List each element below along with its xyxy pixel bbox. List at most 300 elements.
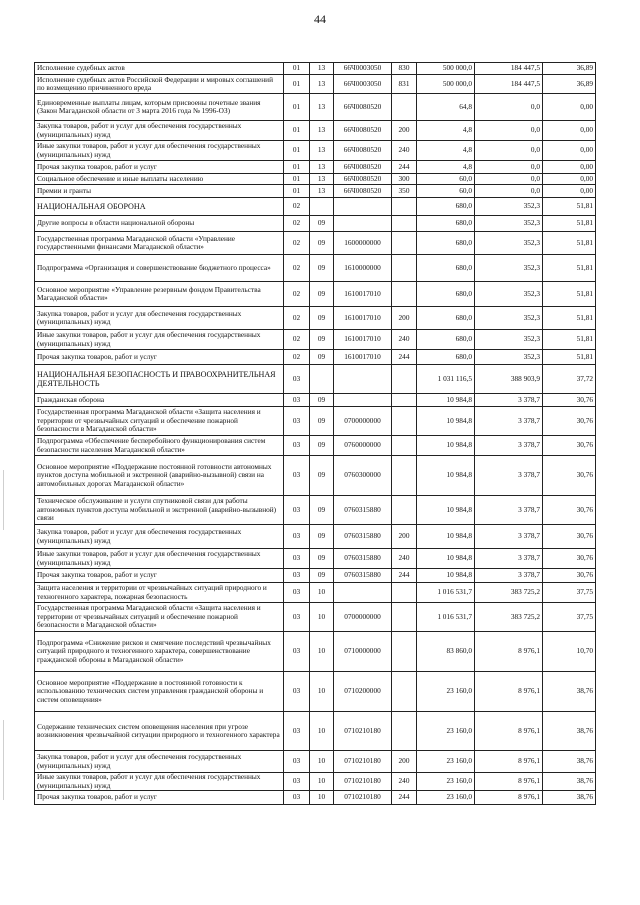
table-row (35, 603, 596, 632)
row-actual-amount-cell: 383 725,2 (475, 583, 543, 603)
row-name-cell: Основное мероприятие «Поддержание постоянной готовности автономных пунктов доступа мобильной и экстренной (аварийно-вызывной) связи на автомобильных дорогах Магаданской области» (35, 456, 284, 496)
row-actual-amount-cell: 8 976,1 (475, 773, 543, 791)
row-section-code-cell: 02 (284, 198, 310, 216)
row-name-cell: Иные закупки товаров, работ и услуг для обеспечения государственных (муниципальных) нужд (35, 549, 284, 569)
row-target-article-cell: 1610017010 (334, 350, 392, 365)
row-actual-amount-cell: 388 903,9 (475, 365, 543, 394)
row-name-cell: Социальное обеспечение и иные выплаты населению (35, 174, 284, 185)
row-section-code-cell: 03 (284, 751, 310, 773)
row-expense-type-cell: 831 (392, 75, 417, 94)
row-target-article-cell: 66Ч0080520 (334, 94, 392, 121)
row-section-code-cell: 03 (284, 407, 310, 436)
row-name-cell: Подпрограмма «Снижение рисков и смягчение последствий чрезвычайных ситуаций природного и техногенного характера, совершенствование гражданской обороны в Магаданской области» (35, 632, 284, 672)
row-percent-cell: 51,81 (543, 330, 596, 350)
row-percent-cell: 51,81 (543, 255, 596, 282)
row-actual-amount-cell: 3 378,7 (475, 569, 543, 583)
row-expense-type-cell: 240 (392, 773, 417, 791)
row-target-article-cell: 0760315880 (334, 549, 392, 569)
row-target-article-cell: 66Ч0003050 (334, 75, 392, 94)
row-planned-amount-cell: 680,0 (417, 198, 475, 216)
row-percent-cell: 38,76 (543, 791, 596, 805)
table-row (35, 121, 596, 141)
row-expense-type-cell: 244 (392, 569, 417, 583)
table-row (35, 350, 596, 365)
row-subsection-code-cell (310, 365, 334, 394)
table-row (35, 216, 596, 232)
row-planned-amount-cell: 23 160,0 (417, 712, 475, 751)
row-expense-type-cell (392, 394, 417, 407)
row-actual-amount-cell: 352,3 (475, 330, 543, 350)
row-planned-amount-cell: 680,0 (417, 330, 475, 350)
row-percent-cell: 51,81 (543, 216, 596, 232)
row-planned-amount-cell: 680,0 (417, 307, 475, 330)
scan-margin-mark (3, 470, 4, 530)
row-planned-amount-cell: 10 984,8 (417, 549, 475, 569)
row-target-article-cell: 0710210180 (334, 712, 392, 751)
row-section-code-cell: 03 (284, 525, 310, 549)
row-subsection-code-cell: 10 (310, 791, 334, 805)
row-target-article-cell: 1610000000 (334, 255, 392, 282)
table-row (35, 407, 596, 436)
row-target-article-cell (334, 583, 392, 603)
table-row (35, 307, 596, 330)
row-target-article-cell: 66Ч0080520 (334, 121, 392, 141)
row-subsection-code-cell: 10 (310, 672, 334, 712)
row-subsection-code-cell: 13 (310, 94, 334, 121)
table-row (35, 436, 596, 456)
row-expense-type-cell (392, 216, 417, 232)
row-planned-amount-cell: 680,0 (417, 216, 475, 232)
row-actual-amount-cell: 3 378,7 (475, 394, 543, 407)
row-actual-amount-cell: 352,3 (475, 307, 543, 330)
table-row (35, 549, 596, 569)
row-section-code-cell: 02 (284, 350, 310, 365)
row-percent-cell: 37,75 (543, 583, 596, 603)
row-name-cell: Исполнение судебных актов (35, 63, 284, 75)
row-name-cell: Другие вопросы в области национальной обороны (35, 216, 284, 232)
row-expense-type-cell: 240 (392, 141, 417, 161)
row-section-code-cell: 03 (284, 456, 310, 496)
row-actual-amount-cell: 352,3 (475, 350, 543, 365)
row-actual-amount-cell: 0,0 (475, 185, 543, 198)
row-expense-type-cell: 300 (392, 174, 417, 185)
row-expense-type-cell (392, 496, 417, 525)
row-section-code-cell: 02 (284, 232, 310, 255)
row-section-code-cell: 01 (284, 161, 310, 174)
row-expense-type-cell (392, 436, 417, 456)
row-actual-amount-cell: 352,3 (475, 232, 543, 255)
row-target-article-cell: 0710210180 (334, 773, 392, 791)
row-planned-amount-cell: 10 984,8 (417, 496, 475, 525)
row-expense-type-cell (392, 365, 417, 394)
row-name-cell: Основное мероприятие «Поддержание в постоянной готовности к использованию технических систем управления гражданской обороны и систем оповещения» (35, 672, 284, 712)
row-target-article-cell: 0760315880 (334, 569, 392, 583)
row-actual-amount-cell: 184 447,5 (475, 75, 543, 94)
row-section-code-cell: 01 (284, 174, 310, 185)
scan-margin-mark (3, 720, 4, 800)
row-name-cell: Государственная программа Магаданской области «Защита населения и территории от чрезвычайных ситуаций и обеспечение пожарной безопасности в Магаданской области» (35, 407, 284, 436)
row-expense-type-cell: 350 (392, 185, 417, 198)
row-section-code-cell: 03 (284, 672, 310, 712)
row-name-cell: Основное мероприятие «Управление резервным фондом Правительства Магаданской области» (35, 282, 284, 307)
row-target-article-cell: 0760315880 (334, 496, 392, 525)
row-target-article-cell: 66Ч0080520 (334, 141, 392, 161)
row-section-code-cell: 03 (284, 549, 310, 569)
row-planned-amount-cell: 500 000,0 (417, 63, 475, 75)
row-target-article-cell: 0760300000 (334, 456, 392, 496)
row-section-code-cell: 03 (284, 583, 310, 603)
row-expense-type-cell: 200 (392, 121, 417, 141)
row-planned-amount-cell: 680,0 (417, 282, 475, 307)
table-row (35, 773, 596, 791)
row-subsection-code-cell: 13 (310, 161, 334, 174)
row-actual-amount-cell: 8 976,1 (475, 791, 543, 805)
row-planned-amount-cell: 1 031 116,5 (417, 365, 475, 394)
row-section-code-cell: 02 (284, 216, 310, 232)
row-percent-cell: 38,76 (543, 672, 596, 712)
row-percent-cell: 30,76 (543, 394, 596, 407)
table-row (35, 174, 596, 185)
row-name-cell: Содержание технических систем оповещения населения при угрозе возникновения чрезвычайной ситуации природного и техногенного характера (35, 712, 284, 751)
row-actual-amount-cell: 3 378,7 (475, 549, 543, 569)
row-expense-type-cell (392, 583, 417, 603)
row-name-cell: Прочая закупка товаров, работ и услуг (35, 350, 284, 365)
row-actual-amount-cell: 0,0 (475, 121, 543, 141)
row-percent-cell: 30,76 (543, 407, 596, 436)
row-section-code-cell: 03 (284, 394, 310, 407)
row-subsection-code-cell: 10 (310, 712, 334, 751)
table-row (35, 232, 596, 255)
table-row (35, 712, 596, 751)
table-row (35, 456, 596, 496)
row-subsection-code-cell: 09 (310, 549, 334, 569)
row-section-code-cell: 03 (284, 496, 310, 525)
row-actual-amount-cell: 3 378,7 (475, 407, 543, 436)
row-planned-amount-cell: 4,8 (417, 161, 475, 174)
row-percent-cell: 30,76 (543, 456, 596, 496)
row-name-cell: Единовременные выплаты лицам, которым присвоены почетные звания (Закон Магаданской области от 3 марта 2016 года № 1996-ОЗ) (35, 94, 284, 121)
table-section-row (35, 365, 596, 394)
page-number: 44 (314, 12, 326, 26)
row-expense-type-cell: 244 (392, 791, 417, 805)
row-target-article-cell: 0760315880 (334, 525, 392, 549)
table-row (35, 672, 596, 712)
row-section-code-cell: 03 (284, 436, 310, 456)
row-percent-cell: 0,00 (543, 121, 596, 141)
row-actual-amount-cell: 352,3 (475, 282, 543, 307)
row-target-article-cell: 1610017010 (334, 330, 392, 350)
row-percent-cell: 0,00 (543, 141, 596, 161)
row-expense-type-cell (392, 407, 417, 436)
row-section-code-cell: 03 (284, 365, 310, 394)
table-body (35, 63, 596, 805)
table-section-row (35, 198, 596, 216)
table-row (35, 632, 596, 672)
row-expense-type-cell (392, 255, 417, 282)
row-subsection-code-cell: 10 (310, 583, 334, 603)
row-target-article-cell: 0710210180 (334, 751, 392, 773)
row-name-cell: Государственная программа Магаданской области «Защита населения и территории от чрезвычайных ситуаций и обеспечение пожарной безопасности в Магаданской области» (35, 603, 284, 632)
row-actual-amount-cell: 3 378,7 (475, 436, 543, 456)
row-expense-type-cell (392, 282, 417, 307)
row-actual-amount-cell: 0,0 (475, 141, 543, 161)
row-name-cell: Защита населения и территории от чрезвычайных ситуаций природного и техногенного характера, пожарная безопасность (35, 583, 284, 603)
row-percent-cell: 38,76 (543, 712, 596, 751)
row-planned-amount-cell: 10 984,8 (417, 569, 475, 583)
row-subsection-code-cell (310, 198, 334, 216)
row-actual-amount-cell: 352,3 (475, 216, 543, 232)
row-percent-cell: 51,81 (543, 282, 596, 307)
row-percent-cell: 0,00 (543, 185, 596, 198)
table-row (35, 185, 596, 198)
row-expense-type-cell (392, 672, 417, 712)
row-name-cell: Прочая закупка товаров, работ и услуг (35, 791, 284, 805)
row-target-article-cell (334, 365, 392, 394)
row-planned-amount-cell: 23 160,0 (417, 751, 475, 773)
row-subsection-code-cell: 10 (310, 603, 334, 632)
row-name-cell: Закупка товаров, работ и услуг для обеспечения государственных (муниципальных) нужд (35, 525, 284, 549)
row-subsection-code-cell: 09 (310, 456, 334, 496)
row-planned-amount-cell: 60,0 (417, 185, 475, 198)
row-name-cell: Исполнение судебных актов Российской Федерации и мировых соглашений по возмещению причиненного вреда (35, 75, 284, 94)
row-section-code-cell: 01 (284, 75, 310, 94)
row-actual-amount-cell: 383 725,2 (475, 603, 543, 632)
row-planned-amount-cell: 1 016 531,7 (417, 583, 475, 603)
row-target-article-cell: 0710210180 (334, 791, 392, 805)
row-percent-cell: 36,89 (543, 75, 596, 94)
row-section-code-cell: 01 (284, 94, 310, 121)
row-expense-type-cell: 244 (392, 161, 417, 174)
row-percent-cell: 30,76 (543, 496, 596, 525)
row-name-cell: Закупка товаров, работ и услуг для обеспечения государственных (муниципальных) нужд (35, 307, 284, 330)
row-actual-amount-cell: 0,0 (475, 94, 543, 121)
row-name-cell: Техническое обслуживание и услуги спутниковой связи для работы автономных пунктов доступа мобильной и экстренной (аварийно-вызывной) связи (35, 496, 284, 525)
row-expense-type-cell: 830 (392, 63, 417, 75)
row-section-code-cell: 03 (284, 712, 310, 751)
row-percent-cell: 30,76 (543, 549, 596, 569)
table-row (35, 791, 596, 805)
row-actual-amount-cell: 0,0 (475, 161, 543, 174)
row-target-article-cell (334, 198, 392, 216)
row-percent-cell: 51,81 (543, 350, 596, 365)
row-section-code-cell: 02 (284, 255, 310, 282)
row-subsection-code-cell: 09 (310, 216, 334, 232)
table-row (35, 569, 596, 583)
row-percent-cell: 51,81 (543, 198, 596, 216)
row-expense-type-cell (392, 198, 417, 216)
row-planned-amount-cell: 23 160,0 (417, 672, 475, 712)
row-expense-type-cell: 244 (392, 350, 417, 365)
row-planned-amount-cell: 500 000,0 (417, 75, 475, 94)
row-expense-type-cell (392, 232, 417, 255)
row-actual-amount-cell: 0,0 (475, 174, 543, 185)
table-row (35, 496, 596, 525)
row-subsection-code-cell: 09 (310, 569, 334, 583)
row-expense-type-cell (392, 456, 417, 496)
row-name-cell: НАЦИОНАЛЬНАЯ БЕЗОПАСНОСТЬ И ПРАВООХРАНИТЕЛЬНАЯ ДЕЯТЕЛЬНОСТЬ (35, 365, 284, 394)
table-row (35, 94, 596, 121)
row-name-cell: Подпрограмма «Обеспечение бесперебойного функционирования систем безопасности населения Магаданской области» (35, 436, 284, 456)
row-planned-amount-cell: 680,0 (417, 232, 475, 255)
row-actual-amount-cell: 3 378,7 (475, 496, 543, 525)
row-planned-amount-cell: 680,0 (417, 350, 475, 365)
row-percent-cell: 30,76 (543, 436, 596, 456)
row-expense-type-cell: 200 (392, 751, 417, 773)
row-name-cell: Прочая закупка товаров, работ и услуг (35, 161, 284, 174)
row-name-cell: Премии и гранты (35, 185, 284, 198)
row-target-article-cell: 66Ч0080520 (334, 185, 392, 198)
row-percent-cell: 0,00 (543, 174, 596, 185)
row-planned-amount-cell: 10 984,8 (417, 394, 475, 407)
row-subsection-code-cell: 09 (310, 307, 334, 330)
row-planned-amount-cell: 10 984,8 (417, 525, 475, 549)
row-planned-amount-cell: 10 984,8 (417, 456, 475, 496)
row-planned-amount-cell: 64,8 (417, 94, 475, 121)
row-target-article-cell: 0700000000 (334, 603, 392, 632)
row-target-article-cell: 1600000000 (334, 232, 392, 255)
row-actual-amount-cell: 3 378,7 (475, 456, 543, 496)
row-percent-cell: 37,75 (543, 603, 596, 632)
table-row (35, 525, 596, 549)
row-subsection-code-cell: 09 (310, 232, 334, 255)
row-name-cell: Закупка товаров, работ и услуг для обеспечения государственных (муниципальных) нужд (35, 751, 284, 773)
row-planned-amount-cell: 10 984,8 (417, 407, 475, 436)
table-row (35, 141, 596, 161)
row-subsection-code-cell: 09 (310, 282, 334, 307)
row-percent-cell: 0,00 (543, 161, 596, 174)
row-expense-type-cell (392, 603, 417, 632)
row-planned-amount-cell: 10 984,8 (417, 436, 475, 456)
row-section-code-cell: 03 (284, 603, 310, 632)
row-name-cell: Закупка товаров, работ и услуг для обеспечения государственных (муниципальных) нужд (35, 121, 284, 141)
row-target-article-cell (334, 216, 392, 232)
table-row (35, 751, 596, 773)
row-percent-cell: 0,00 (543, 94, 596, 121)
row-planned-amount-cell: 4,8 (417, 121, 475, 141)
row-actual-amount-cell: 352,3 (475, 255, 543, 282)
row-target-article-cell: 66Ч0080520 (334, 161, 392, 174)
row-section-code-cell: 01 (284, 185, 310, 198)
row-subsection-code-cell: 09 (310, 350, 334, 365)
row-expense-type-cell (392, 632, 417, 672)
row-actual-amount-cell: 184 447,5 (475, 63, 543, 75)
row-actual-amount-cell: 8 976,1 (475, 712, 543, 751)
row-subsection-code-cell: 13 (310, 121, 334, 141)
row-name-cell: Гражданская оборона (35, 394, 284, 407)
row-subsection-code-cell: 09 (310, 394, 334, 407)
row-target-article-cell: 1610017010 (334, 282, 392, 307)
row-section-code-cell: 01 (284, 141, 310, 161)
row-name-cell: Подпрограмма «Организация и совершенствование бюджетного процесса» (35, 255, 284, 282)
row-planned-amount-cell: 60,0 (417, 174, 475, 185)
row-target-article-cell: 0710200000 (334, 672, 392, 712)
row-subsection-code-cell: 13 (310, 75, 334, 94)
row-actual-amount-cell: 8 976,1 (475, 751, 543, 773)
row-expense-type-cell: 240 (392, 330, 417, 350)
row-subsection-code-cell: 09 (310, 255, 334, 282)
row-actual-amount-cell: 8 976,1 (475, 672, 543, 712)
row-section-code-cell: 03 (284, 773, 310, 791)
row-target-article-cell: 66Ч0003050 (334, 63, 392, 75)
row-percent-cell: 38,76 (543, 751, 596, 773)
table-row (35, 63, 596, 75)
row-planned-amount-cell: 4,8 (417, 141, 475, 161)
row-section-code-cell: 03 (284, 569, 310, 583)
row-percent-cell: 51,81 (543, 232, 596, 255)
row-subsection-code-cell: 13 (310, 185, 334, 198)
row-name-cell: Иные закупки товаров, работ и услуг для обеспечения государственных (муниципальных) нужд (35, 773, 284, 791)
row-planned-amount-cell: 680,0 (417, 255, 475, 282)
row-target-article-cell (334, 394, 392, 407)
row-actual-amount-cell: 3 378,7 (475, 525, 543, 549)
row-subsection-code-cell: 13 (310, 174, 334, 185)
row-subsection-code-cell: 10 (310, 751, 334, 773)
row-name-cell: НАЦИОНАЛЬНАЯ ОБОРОНА (35, 198, 284, 216)
row-subsection-code-cell: 09 (310, 407, 334, 436)
row-target-article-cell: 66Ч0080520 (334, 174, 392, 185)
row-name-cell: Иные закупки товаров, работ и услуг для обеспечения государственных (муниципальных) нужд (35, 141, 284, 161)
budget-table (34, 62, 596, 805)
table-row (35, 394, 596, 407)
row-name-cell: Прочая закупка товаров, работ и услуг (35, 569, 284, 583)
row-section-code-cell: 02 (284, 307, 310, 330)
row-section-code-cell: 02 (284, 330, 310, 350)
row-actual-amount-cell: 8 976,1 (475, 632, 543, 672)
row-planned-amount-cell: 1 016 531,7 (417, 603, 475, 632)
row-name-cell: Иные закупки товаров, работ и услуг для обеспечения государственных (муниципальных) нужд (35, 330, 284, 350)
table-row (35, 583, 596, 603)
row-subsection-code-cell: 10 (310, 632, 334, 672)
table-row (35, 282, 596, 307)
row-expense-type-cell (392, 712, 417, 751)
row-planned-amount-cell: 23 160,0 (417, 773, 475, 791)
row-expense-type-cell (392, 94, 417, 121)
table-row (35, 161, 596, 174)
row-subsection-code-cell: 09 (310, 436, 334, 456)
table-row (35, 75, 596, 94)
row-target-article-cell: 0760000000 (334, 436, 392, 456)
row-subsection-code-cell: 13 (310, 63, 334, 75)
table-row (35, 330, 596, 350)
row-subsection-code-cell: 09 (310, 330, 334, 350)
row-target-article-cell: 0700000000 (334, 407, 392, 436)
row-percent-cell: 37,72 (543, 365, 596, 394)
row-actual-amount-cell: 352,3 (475, 198, 543, 216)
row-percent-cell: 10,70 (543, 632, 596, 672)
row-expense-type-cell: 240 (392, 549, 417, 569)
row-percent-cell: 38,76 (543, 773, 596, 791)
row-name-cell: Государственная программа Магаданской области «Управление государственными финансами Магаданской области» (35, 232, 284, 255)
row-percent-cell: 36,89 (543, 63, 596, 75)
row-section-code-cell: 03 (284, 632, 310, 672)
row-planned-amount-cell: 23 160,0 (417, 791, 475, 805)
row-section-code-cell: 02 (284, 282, 310, 307)
row-section-code-cell: 03 (284, 791, 310, 805)
row-target-article-cell: 0710000000 (334, 632, 392, 672)
row-percent-cell: 30,76 (543, 569, 596, 583)
row-section-code-cell: 01 (284, 121, 310, 141)
row-subsection-code-cell: 09 (310, 525, 334, 549)
row-expense-type-cell: 200 (392, 525, 417, 549)
row-subsection-code-cell: 09 (310, 496, 334, 525)
row-percent-cell: 30,76 (543, 525, 596, 549)
row-subsection-code-cell: 10 (310, 773, 334, 791)
table-row (35, 255, 596, 282)
row-planned-amount-cell: 83 860,0 (417, 632, 475, 672)
row-section-code-cell: 01 (284, 63, 310, 75)
row-expense-type-cell: 200 (392, 307, 417, 330)
row-subsection-code-cell: 13 (310, 141, 334, 161)
